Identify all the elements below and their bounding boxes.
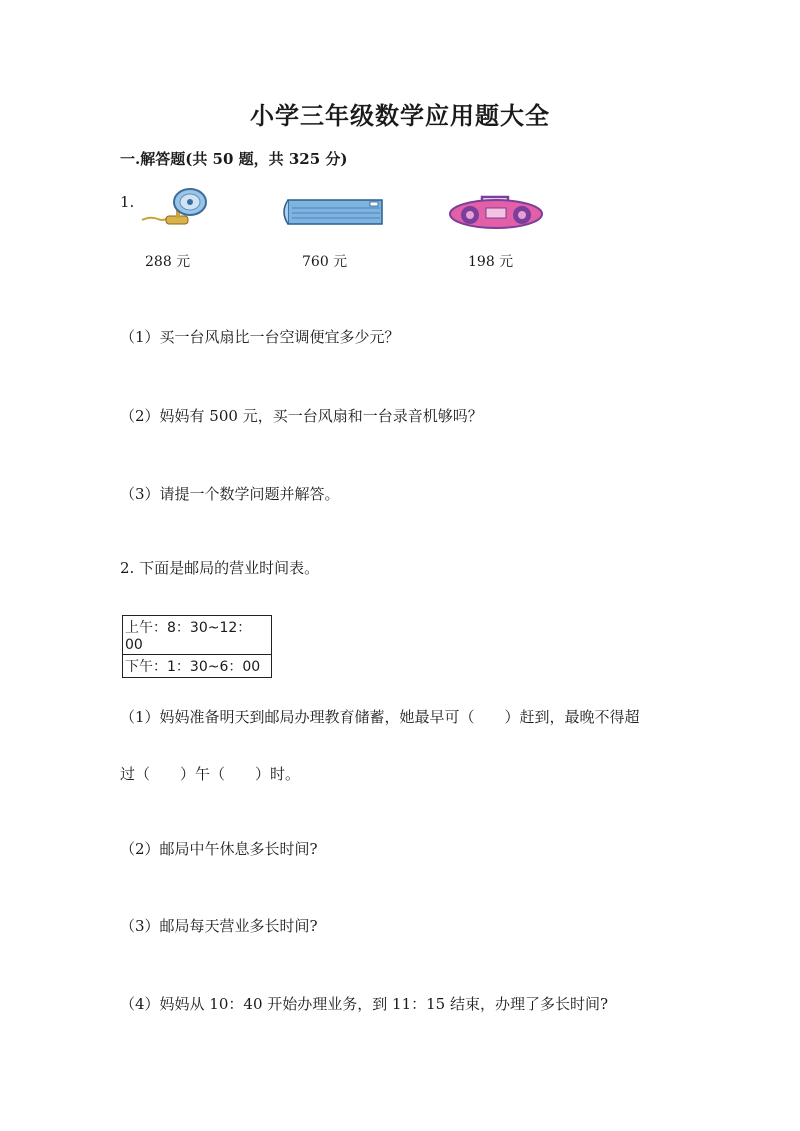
- page-title: 小学三年级数学应用题大全: [250, 101, 550, 130]
- table-row: [123, 655, 272, 678]
- question-1-number: 1.: [120, 193, 135, 211]
- q2-sub1-line2: 过（ ）午（ ）时。: [120, 765, 301, 783]
- air-conditioner-icon: [278, 196, 386, 230]
- question-2-intro: 2. 下面是邮局的营业时间表。: [120, 559, 320, 577]
- q2-sub4: （4）妈妈从 10：40 开始办理业务，到 11：15 结束，办理了多长时间?: [120, 995, 609, 1013]
- q1-sub2: （2）妈妈有 500 元，买一台风扇和一台录音机够吗？: [120, 407, 483, 425]
- q2-sub3: （3）邮局每天营业多长时间?: [120, 917, 318, 935]
- tape-recorder-icon: [448, 194, 544, 230]
- fan-price: 288 元: [145, 254, 191, 270]
- fan-icon: [138, 186, 218, 230]
- tape-recorder-price: 198 元: [468, 254, 514, 270]
- air-conditioner-price: 760 元: [302, 254, 348, 270]
- section-heading: 一.解答题(共 50 题，共 325 分): [120, 150, 348, 168]
- post-office-hours-table: [122, 615, 272, 678]
- q2-sub1-line1: （1）妈妈准备明天到邮局办理教育储蓄，她最早可（ ）赶到，最晚不得超: [120, 708, 640, 726]
- q1-sub1: （1）买一台风扇比一台空调便宜多少元？: [120, 328, 400, 346]
- afternoon-hours: 下午：1：30~6：00: [123, 655, 272, 678]
- q2-sub2: （2）邮局中午休息多长时间?: [120, 840, 318, 858]
- table-row: [123, 616, 272, 655]
- morning-hours: 上午：8：30~12：00: [123, 616, 272, 655]
- q1-sub3: （3）请提一个数学问题并解答。: [120, 485, 340, 503]
